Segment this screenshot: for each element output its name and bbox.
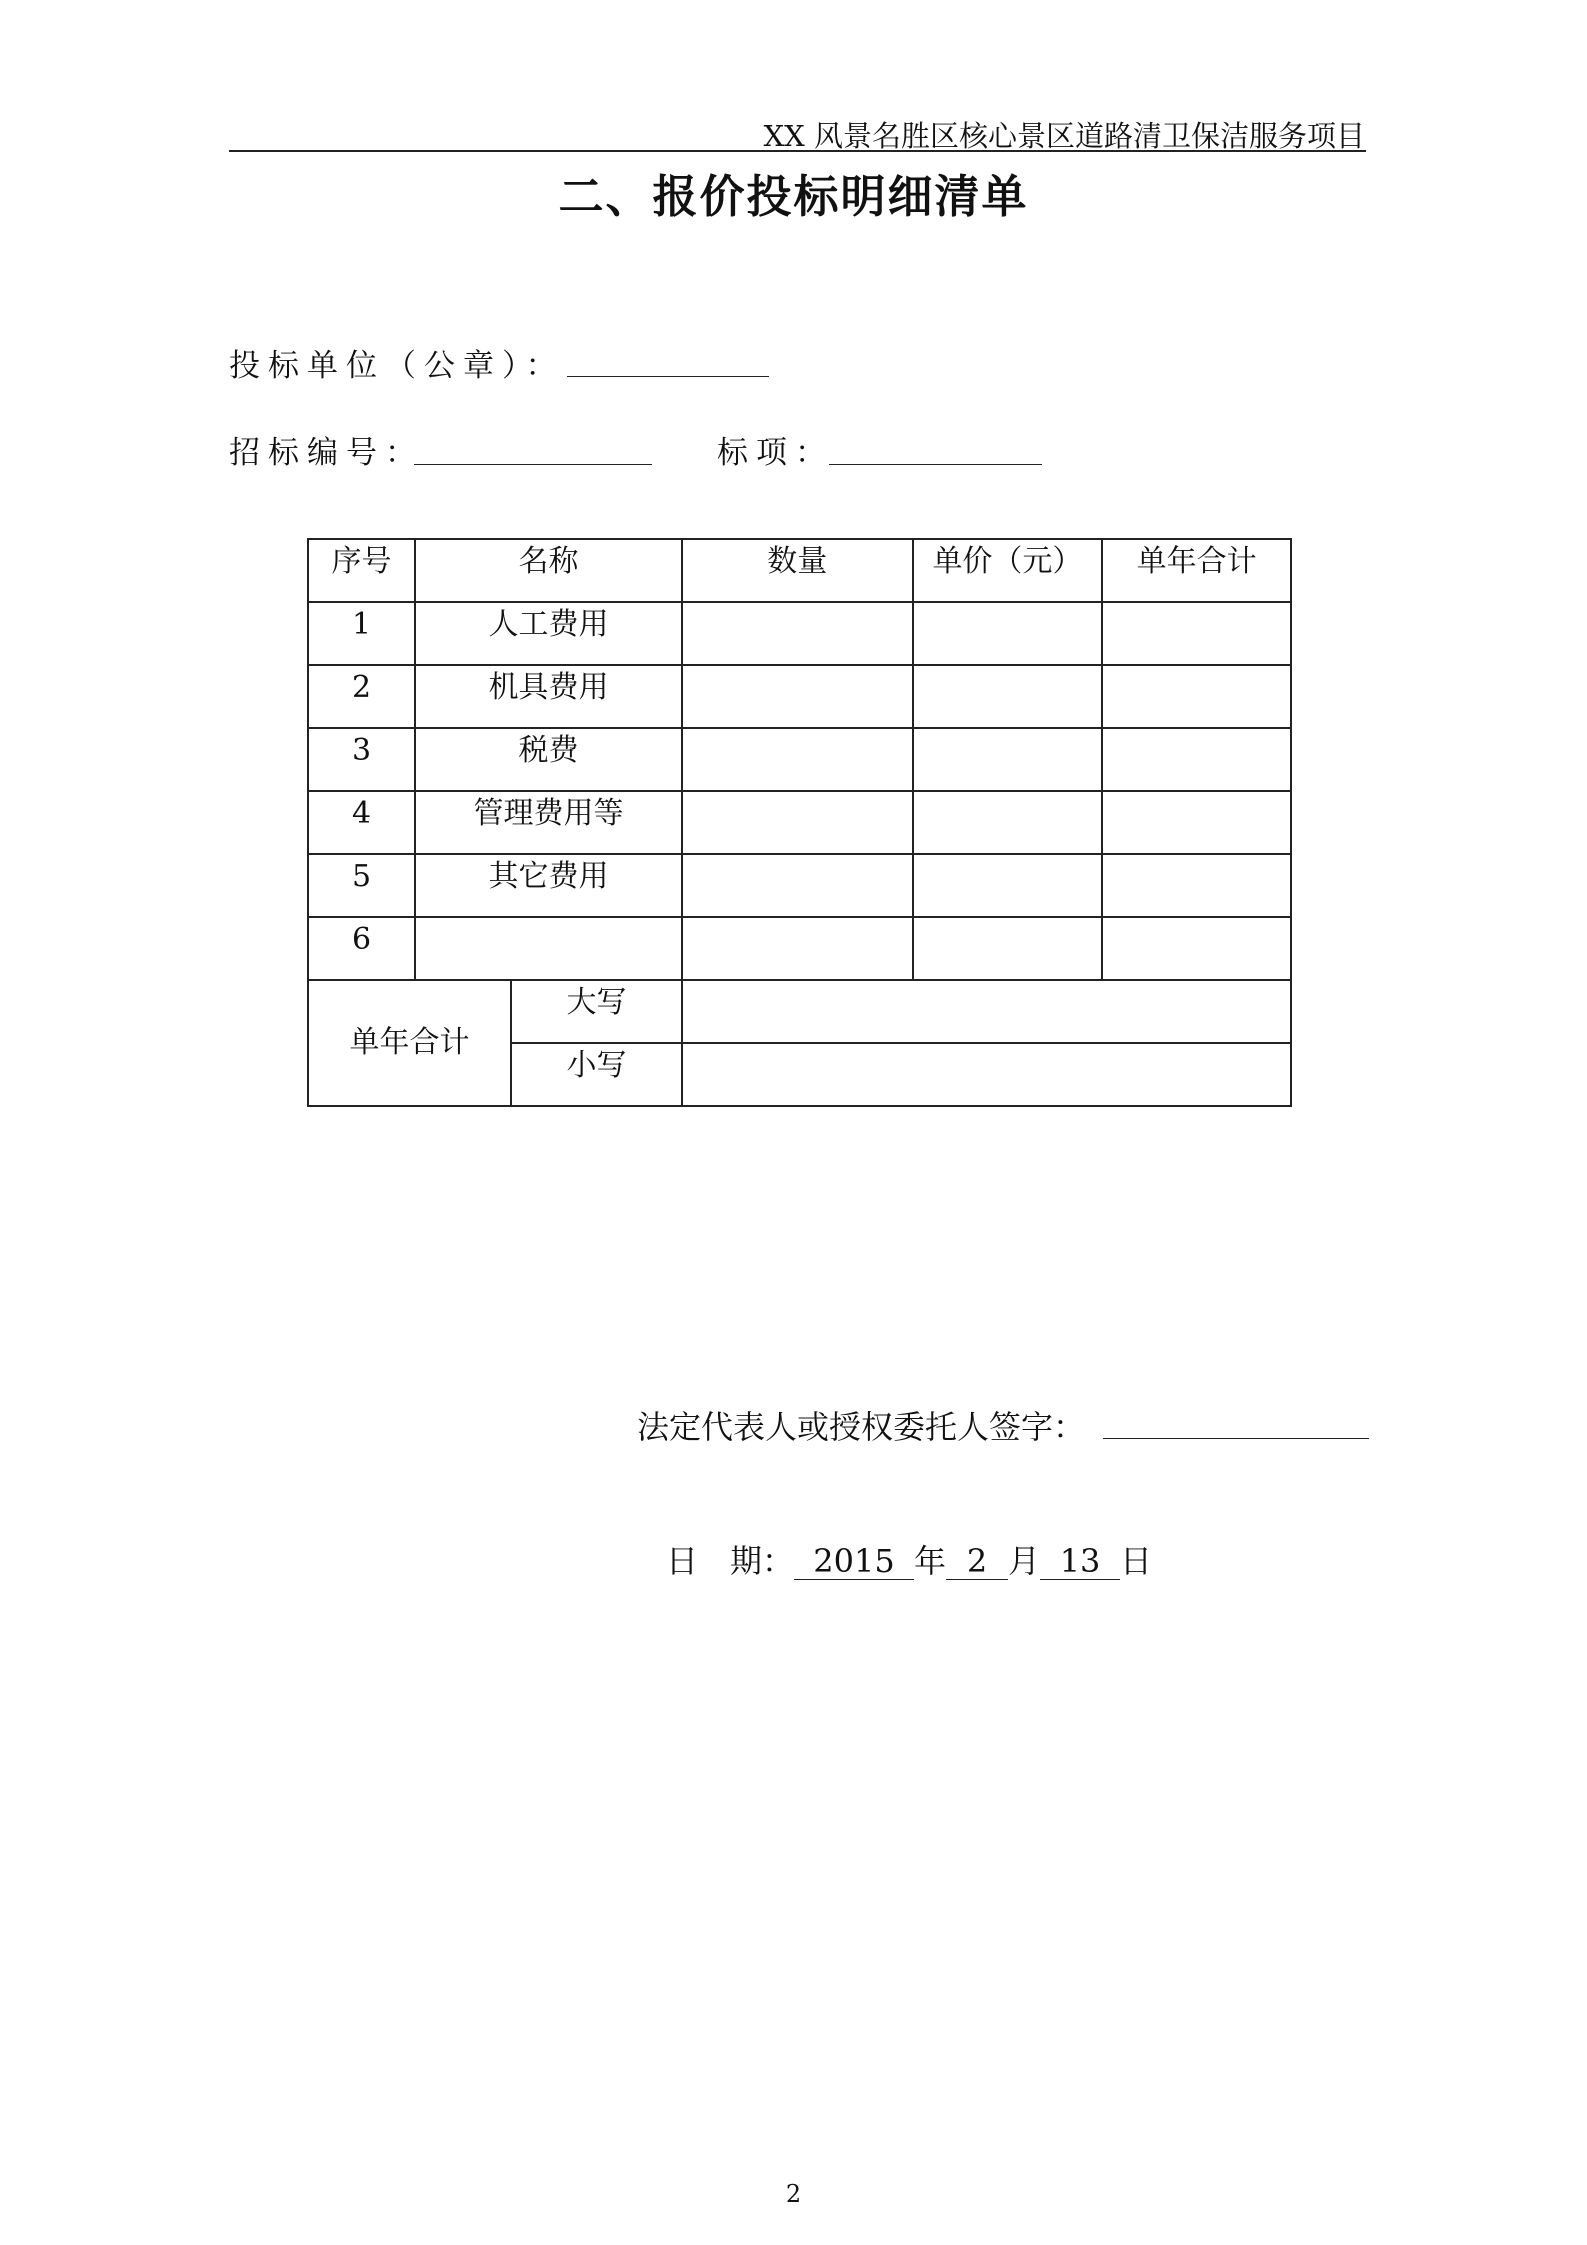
date-day-unit: 日 bbox=[1120, 1542, 1153, 1580]
item-underline bbox=[829, 464, 1042, 465]
item-label: 标项： bbox=[717, 435, 834, 471]
header-unit-price: 单价（元） bbox=[913, 539, 1103, 602]
signature-label: 法定代表人或授权委托人签字： bbox=[637, 1408, 1086, 1446]
row-annual-total-cell bbox=[1102, 665, 1291, 728]
row-no: 4 bbox=[308, 791, 415, 854]
row-annual-total-cell bbox=[1102, 602, 1291, 665]
row-annual-total-cell bbox=[1102, 917, 1291, 980]
table-row bbox=[308, 791, 1291, 854]
header-quantity: 数量 bbox=[682, 539, 913, 602]
row-quantity-cell bbox=[682, 917, 913, 980]
total-label: 单年合计 bbox=[308, 980, 511, 1106]
date-month-unit: 月 bbox=[1008, 1542, 1041, 1580]
row-unit-price-cell bbox=[913, 854, 1103, 917]
row-no: 1 bbox=[308, 602, 415, 665]
row-name: 管理费用等 bbox=[415, 791, 682, 854]
bid-no-underline bbox=[414, 464, 652, 465]
date-month: 2 bbox=[946, 1543, 1008, 1580]
total-upper-label: 大写 bbox=[511, 980, 682, 1043]
date-day: 13 bbox=[1040, 1543, 1120, 1580]
row-name: 机具费用 bbox=[415, 665, 682, 728]
row-unit-price-cell bbox=[913, 602, 1103, 665]
bidder-label: 投标单位（公章）： bbox=[229, 348, 565, 384]
table-header-row bbox=[308, 539, 1291, 602]
row-annual-total-cell bbox=[1102, 854, 1291, 917]
row-name: 税费 bbox=[415, 728, 682, 791]
row-quantity-cell bbox=[682, 791, 913, 854]
table-row bbox=[308, 728, 1291, 791]
quote-table bbox=[307, 538, 1292, 1107]
date-year: 2015 bbox=[794, 1543, 914, 1580]
row-quantity-cell bbox=[682, 602, 913, 665]
row-annual-total-cell bbox=[1102, 791, 1291, 854]
row-quantity-cell bbox=[682, 728, 913, 791]
row-quantity-cell bbox=[682, 854, 913, 917]
header-annual-total: 单年合计 bbox=[1102, 539, 1291, 602]
row-no: 5 bbox=[308, 854, 415, 917]
table-row bbox=[308, 854, 1291, 917]
total-lower-label: 小写 bbox=[511, 1043, 682, 1106]
row-no: 3 bbox=[308, 728, 415, 791]
signature-underline bbox=[1103, 1438, 1369, 1439]
row-unit-price-cell bbox=[913, 728, 1103, 791]
total-lower-value-cell bbox=[682, 1043, 1291, 1106]
row-no: 6 bbox=[308, 917, 415, 980]
row-unit-price-cell bbox=[913, 917, 1103, 980]
table-row bbox=[308, 602, 1291, 665]
row-annual-total-cell bbox=[1102, 728, 1291, 791]
table-row bbox=[308, 665, 1291, 728]
bidder-underline bbox=[567, 376, 769, 377]
page-number: 2 bbox=[785, 2180, 802, 2208]
row-name: 人工费用 bbox=[415, 602, 682, 665]
header-text: XX 风景名胜区核心景区道路清卫保洁服务项目 bbox=[763, 119, 1365, 153]
header-no: 序号 bbox=[308, 539, 415, 602]
row-unit-price-cell bbox=[913, 791, 1103, 854]
header-name: 名称 bbox=[415, 539, 682, 602]
bid-no-label: 招标编号： bbox=[229, 435, 424, 471]
row-name: 其它费用 bbox=[415, 854, 682, 917]
date-year-unit: 年 bbox=[914, 1542, 947, 1580]
total-upper-value-cell bbox=[682, 980, 1291, 1043]
page-title: 二、报价投标明细清单 bbox=[558, 170, 1029, 223]
row-quantity-cell bbox=[682, 665, 913, 728]
row-name bbox=[415, 917, 682, 980]
row-no: 2 bbox=[308, 665, 415, 728]
table-row bbox=[308, 917, 1291, 980]
date-line bbox=[666, 1536, 1152, 1582]
header-rule bbox=[229, 150, 1366, 152]
date-label: 日 期： bbox=[666, 1542, 795, 1580]
row-unit-price-cell bbox=[913, 665, 1103, 728]
total-row-upper bbox=[308, 980, 1291, 1043]
